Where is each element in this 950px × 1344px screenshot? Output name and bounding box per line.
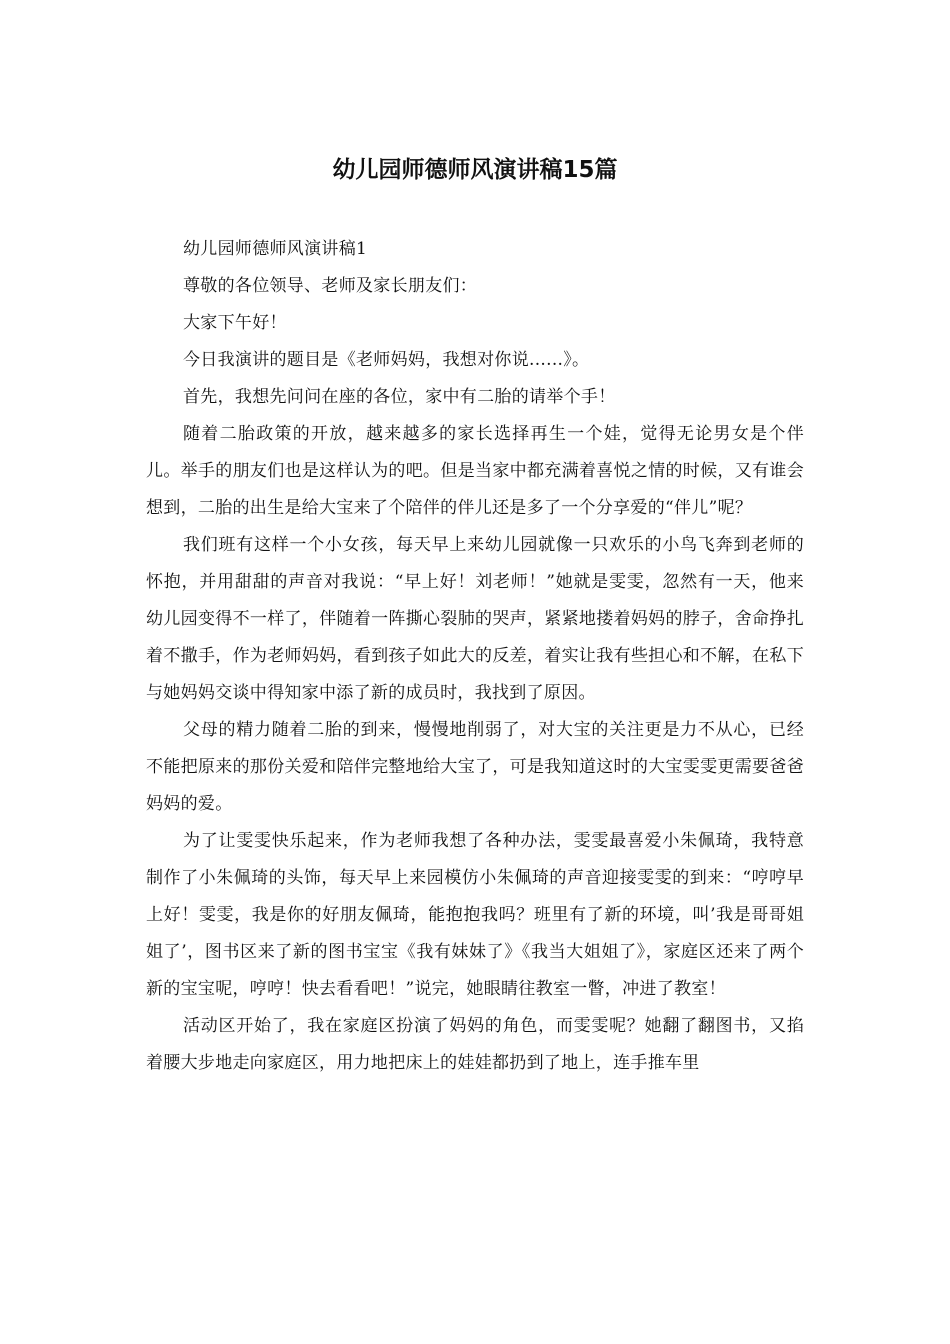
paragraph-body: 随着二胎政策的开放，越来越多的家长选择再生一个娃，觉得无论男女是个伴儿。举手的朋友们也是这样认为的吧。但是当家中都充满着喜悦之情的时候，又有谁会想到，二胎的出生是给大宝来了个陪伴的伴儿还是多了一个分享爱的“伴儿”呢？ — [146, 424, 804, 518]
paragraph-body: 我们班有这样一个小女孩，每天早上来幼儿园就像一只欢乐的小鸟飞奔到老师的怀抱，并用甜甜的声音对我说：“早上好！刘老师！”她就是雯雯，忽然有一天，他来幼儿园变得不一样了，伴随着一阵撕心裂肺的哭声，紧紧地搂着妈妈的脖子，舍命挣扎着不撒手，作为老师妈妈，看到孩子如此大的反差，着实让我有些担心和不解，在私下与她妈妈交谈中得知家中添了新的成员时，我找到了原因。 — [146, 535, 804, 703]
paragraph-speech-heading: 幼儿园师德师风演讲稿1 — [183, 239, 368, 259]
paragraph-body: 为了让雯雯快乐起来，作为老师我想了各种办法，雯雯最喜爱小朱佩琦，我特意制作了小朱佩琦的头饰，每天早上来园模仿小朱佩琦的声音迎接雯雯的到来：“哼哼早上好！雯雯，我是你的好朋友佩琦，能抱抱我吗？班里有了新的环境，叫’我是哥哥姐姐了’，图书区来了新的图书宝宝《我有妹妹了》《我当大姐姐了》，家庭区还来了两个新的宝宝呢，哼哼！快去看看吧！”说完，她眼睛往教室一瞥，冲进了教室！ — [146, 831, 804, 999]
paragraph-question: 首先，我想先问问在座的各位，家中有二胎的请举个手！ — [183, 387, 616, 407]
paragraph-salutation: 尊敬的各位领导、老师及家长朋友们： — [183, 276, 478, 296]
document-title: 幼儿园师德师风演讲稿15篇 — [332, 157, 618, 183]
document-body — [146, 231, 804, 1082]
paragraph-body: 父母的精力随着二胎的到来，慢慢地削弱了，对大宝的关注更是力不从心，已经不能把原来的那份关爱和陪伴完整地给大宝了，可是我知道这时的大宝雯雯更需要爸爸妈妈的爱。 — [146, 720, 804, 814]
paragraph-greeting: 大家下午好！ — [183, 313, 287, 333]
paragraph-topic: 今日我演讲的题目是《老师妈妈，我想对你说......》。 — [183, 350, 590, 370]
paragraph-body: 活动区开始了，我在家庭区扮演了妈妈的角色，而雯雯呢？她翻了翻图书，又掐着腰大步地走向家庭区，用力地把床上的娃娃都扔到了地上，连手推车里 — [146, 1016, 804, 1073]
